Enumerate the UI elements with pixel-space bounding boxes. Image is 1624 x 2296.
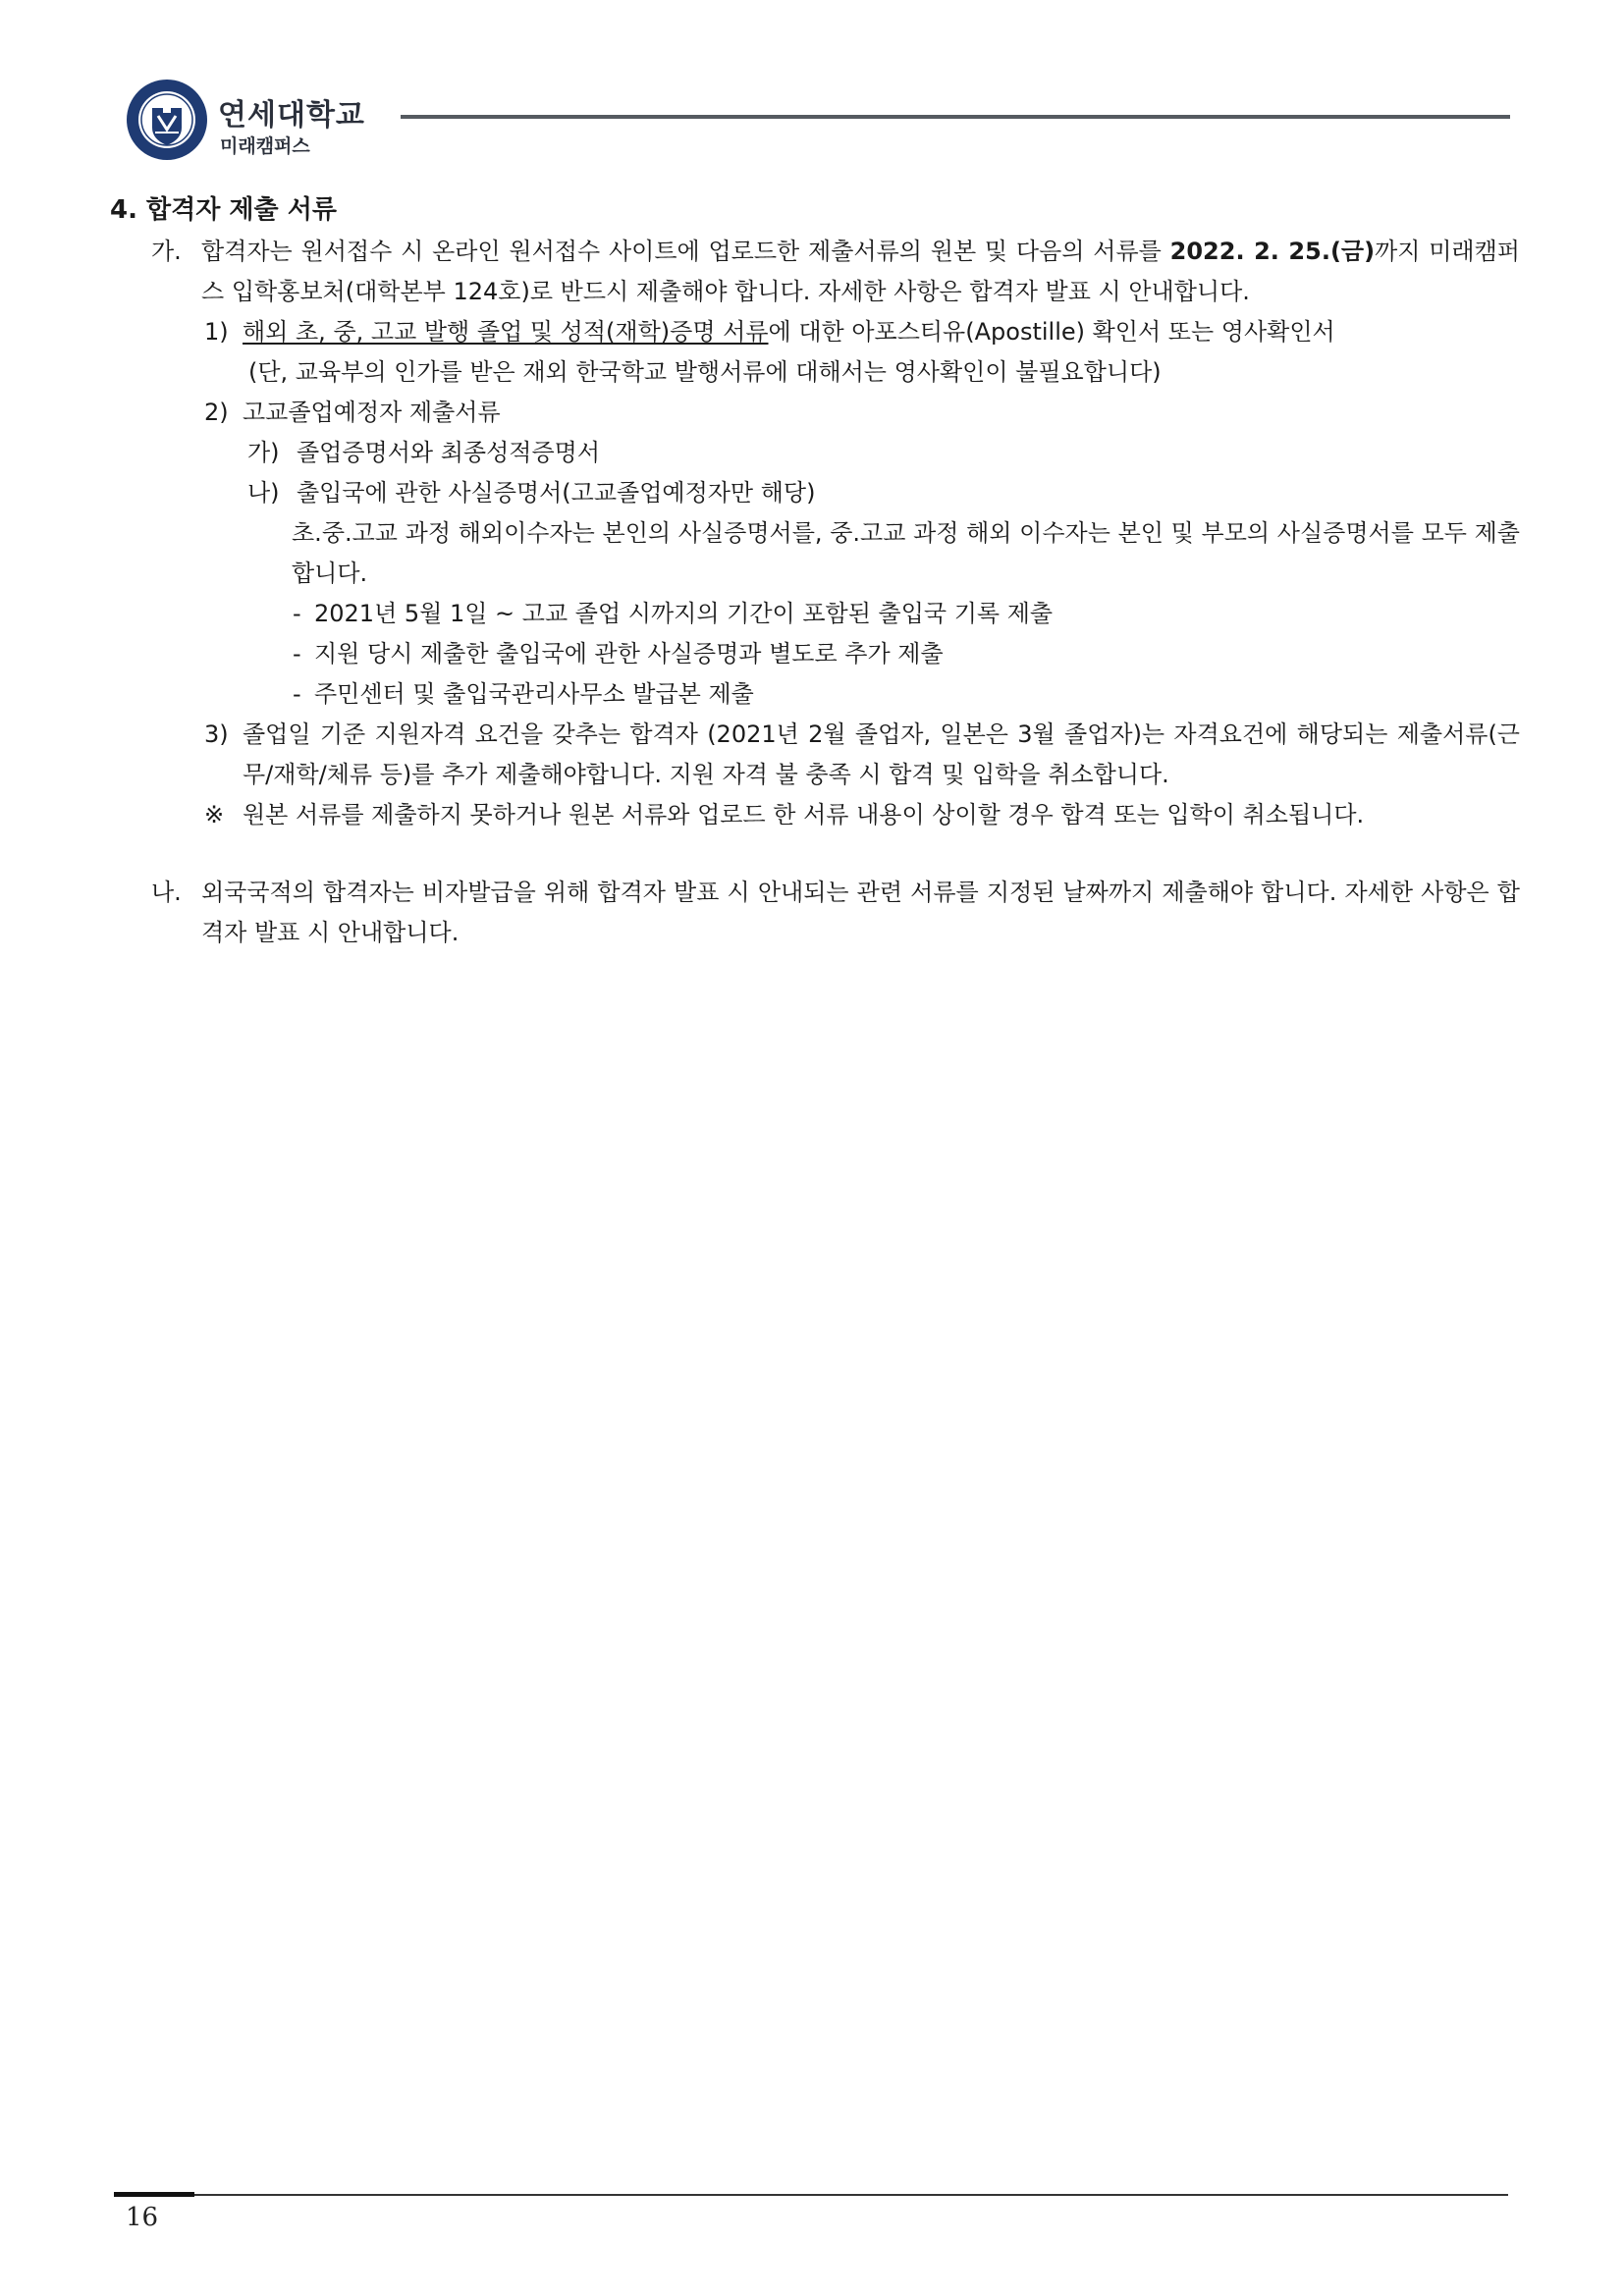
- brand-subtitle: 미래캠퍼스: [220, 135, 310, 157]
- sub-item-b: [110, 473, 1520, 513]
- bullet-marker: -: [293, 600, 301, 627]
- list-item-1: [110, 312, 1520, 393]
- sub-item-text: 졸업증명서와 최종성적증명서: [297, 439, 601, 466]
- footer-divider-accent: [114, 2192, 194, 2197]
- paragraph-marker: 나.: [151, 879, 182, 906]
- list-item-text: 고교졸업예정자 제출서류: [243, 399, 501, 426]
- sub-marker: 나): [247, 479, 280, 507]
- page-number: 16: [126, 2203, 159, 2232]
- paragraph-text: 합격자는 원서접수 시 온라인 원서접수 사이트에 업로드한 제출서류의 원본 및 다음의 서류를: [201, 238, 1170, 265]
- sub-item-a: [110, 433, 1520, 473]
- section-title: 4. 합격자 제출 서류: [110, 195, 337, 225]
- sub-item-text: 출입국에 관한 사실증명서(고교졸업예정자만 해당): [297, 479, 816, 507]
- bullet-marker: -: [293, 640, 301, 667]
- bullet-item: [110, 634, 1520, 674]
- bullet-text: 2021년 5월 1일 ~ 고교 졸업 시까지의 기간이 포함된 출입국 기록 제출: [314, 600, 1054, 627]
- paragraph-ga: [110, 232, 1520, 312]
- yonsei-university-seal-icon: [126, 79, 208, 161]
- bullet-item: [110, 674, 1520, 715]
- paragraph-marker: 가.: [151, 238, 182, 265]
- bullet-text: 지원 당시 제출한 출입국에 관한 사실증명과 별도로 추가 제출: [314, 640, 944, 667]
- sub-item-description: 초.중.고교 과정 해외이수자는 본인의 사실증명서를, 중.고교 과정 해외 이수자는 본인 및 부모의 사실증명서를 모두 제출합니다.: [292, 519, 1520, 587]
- paragraph-text: 외국국적의 합격자는 비자발급을 위해 합격자 발표 시 안내되는 관련 서류를 지정된 날짜까지 제출해야 합니다. 자세한 사항은 합격자 발표 시 안내합니다.: [201, 879, 1520, 946]
- list-item-text: 졸업일 기준 지원자격 요건을 갖추는 합격자 (2021년 2월 졸업자, 일본은 3월 졸업자)는 자격요건에 해당되는 제출서류(근무/재학/체류 등)를 추가 제출해야합니다. 지원 자격 불 충족 시 합격 및 입학을 취소합니다.: [243, 721, 1520, 788]
- list-marker: 2): [204, 399, 229, 426]
- brand-name: 연세대학교: [218, 98, 365, 133]
- deadline-date: 2022. 2. 25.(금): [1169, 238, 1376, 265]
- header-divider: [401, 115, 1510, 119]
- notice: [110, 795, 1520, 835]
- list-item-2: [110, 393, 1520, 433]
- spacer: [110, 835, 1520, 869]
- paragraph-na: [110, 873, 1520, 953]
- footer-divider: [114, 2194, 1508, 2196]
- reference-mark-icon: ※: [204, 801, 225, 828]
- list-item-note: (단, 교육부의 인가를 받은 재외 한국학교 발행서류에 대해서는 영사확인이 불필요합니다): [248, 358, 1162, 386]
- list-item-3: [110, 715, 1520, 795]
- paragraph-text-cont: 까지 미래캠퍼스 입학홍보처(대학본부 124호)로 반드시 제출해야 합니다. 자세한 사항은 합격자 발표 시 안내합니다.: [201, 238, 1520, 305]
- document-body: [110, 192, 1520, 953]
- sub-marker: 가): [247, 439, 280, 466]
- underlined-text: 해외 초, 중, 고교 발행 졸업 및 성적(재학)증명 서류: [243, 318, 769, 346]
- bullet-item: [110, 594, 1520, 634]
- bullet-text: 주민센터 및 출입국관리사무소 발급본 제출: [314, 680, 754, 708]
- list-item-text: 에 대한 아포스티유(Apostille) 확인서 또는 영사확인서: [768, 318, 1335, 346]
- notice-text: 원본 서류를 제출하지 못하거나 원본 서류와 업로드 한 서류 내용이 상이할 경우 합격 또는 입학이 취소됩니다.: [243, 801, 1365, 828]
- bullet-marker: -: [293, 680, 301, 708]
- page-header: [126, 79, 1520, 167]
- list-marker: 1): [204, 318, 229, 346]
- list-marker: 3): [204, 721, 229, 748]
